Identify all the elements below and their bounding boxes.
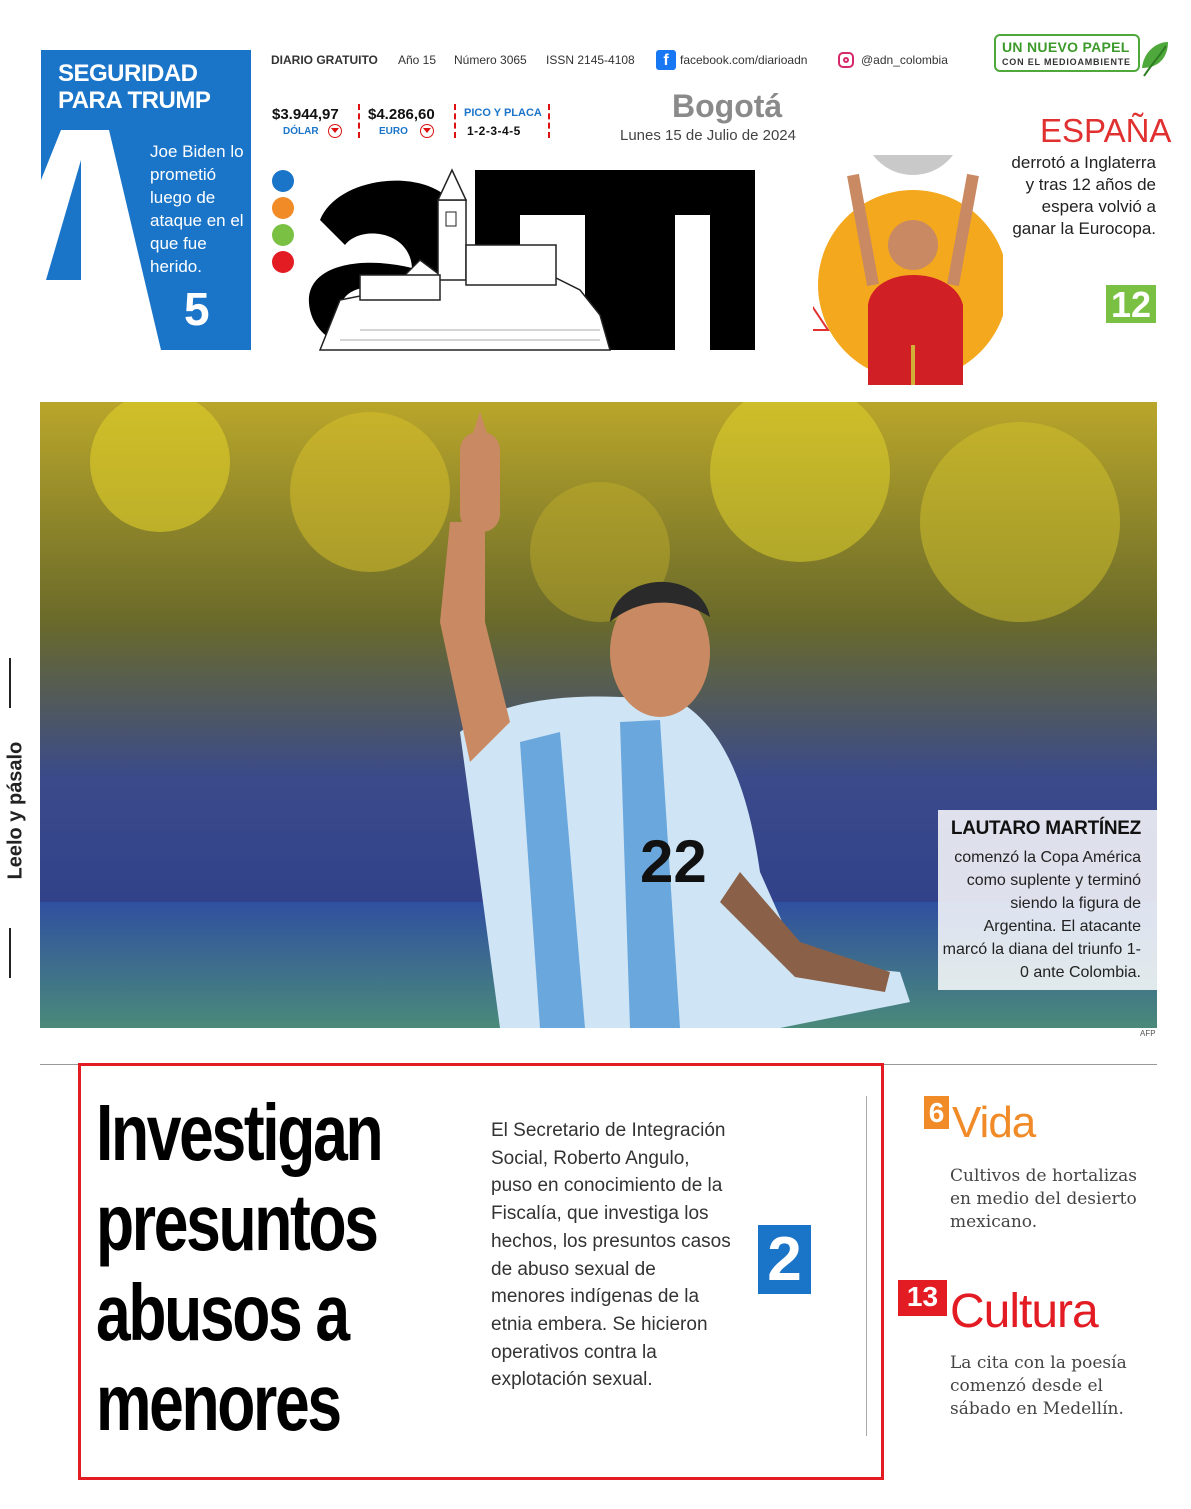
trump-kicker: SEGURIDAD PARA TRUMP [58, 60, 211, 114]
facebook-link[interactable]: facebook.com/diarioadn [680, 53, 808, 67]
spain-title: ESPAÑA [1040, 112, 1172, 149]
eco-badge-line1: UN NUEVO PAPEL [1002, 39, 1130, 55]
leaf-icon [1138, 38, 1172, 78]
divider [548, 104, 550, 138]
vida-title[interactable]: Vida [952, 1098, 1036, 1147]
issn: ISSN 2145-4108 [546, 53, 635, 67]
orange-dot [272, 197, 294, 219]
spain-page-number: 12 [1106, 285, 1156, 323]
main-page-number: 2 [758, 1225, 811, 1294]
side-label: Leelo y pásalo [4, 741, 27, 880]
blue-dot [272, 170, 294, 192]
main-headline[interactable]: Investigan presuntos abusos a menores [96, 1088, 382, 1447]
instagram-link[interactable]: @adn_colombia [861, 53, 948, 67]
cultura-title[interactable]: Cultura [950, 1285, 1098, 1338]
vida-page-number: 6 [924, 1096, 949, 1129]
issue-number: Número 3065 [454, 53, 527, 67]
main-lead: El Secretario de Integración Social, Roberto Angulo, puso en conocimiento de la Fiscalía, que investiga los hechos, los presuntos casos de abuso sexual de menores indígenas de la etnia embera. Se hicieron operativos contra la explotación sexual. [491, 1120, 731, 1391]
spain-text: derrotó a Inglaterra y tras 12 años de espera volvió a ganar la Eurocopa. [1011, 153, 1156, 238]
photo-caption [938, 810, 1157, 990]
green-dot [272, 224, 294, 246]
euro-down-icon [420, 124, 434, 138]
column-divider [866, 1096, 867, 1436]
trump-page-number: 5 [184, 283, 210, 335]
trump-text: Joe Biden lo prometió luego de ataque en el que fue herido. [150, 142, 244, 276]
year: Año 15 [398, 53, 437, 67]
pico-placa-numbers: 1-2-3-4-5 [467, 124, 521, 138]
city: Bogotá [672, 88, 783, 124]
instagram-icon [838, 52, 854, 68]
dollar-value: $3.944,97 [272, 106, 339, 123]
cultura-text: La cita con la poesía comenzó desde el sábado en Medellín. [950, 1353, 1127, 1419]
eco-badge [994, 34, 1140, 72]
side-line-top [9, 658, 11, 708]
vida-text: Cultivos de hortalizas en medio del desierto mexicano. [950, 1166, 1137, 1232]
cultura-page-number: 13 [898, 1280, 947, 1316]
euro-value: $4.286,60 [368, 106, 435, 123]
dollar-label: DÓLAR [283, 126, 319, 137]
dollar-down-icon [328, 124, 342, 138]
divider [358, 104, 360, 138]
adn-logo[interactable] [300, 150, 760, 360]
divider [454, 104, 456, 138]
svg-text:22: 22 [640, 828, 707, 895]
pico-placa-title: PICO Y PLACA [464, 107, 542, 119]
eco-badge-line2: CON EL MEDIOAMBIENTE [1002, 57, 1131, 67]
photo-credit: AFP [1140, 1029, 1156, 1038]
date: Lunes 15 de Julio de 2024 [620, 127, 796, 144]
tagline: DIARIO GRATUITO [271, 53, 378, 67]
trump-teaser[interactable] [41, 50, 251, 350]
caption-name: LAUTARO MARTÍNEZ [950, 818, 1141, 839]
spain-player-illustration [813, 155, 1003, 385]
red-dot [272, 251, 294, 273]
euro-label: EURO [379, 126, 408, 137]
facebook-icon: f [656, 50, 676, 70]
side-line-bottom [9, 928, 11, 978]
caption-text: comenzó la Copa América como suplente y terminó siendo la figura de Argentina. El atacante marcó la diana del triunfo 1-0 ante Colombia. [942, 849, 1141, 981]
